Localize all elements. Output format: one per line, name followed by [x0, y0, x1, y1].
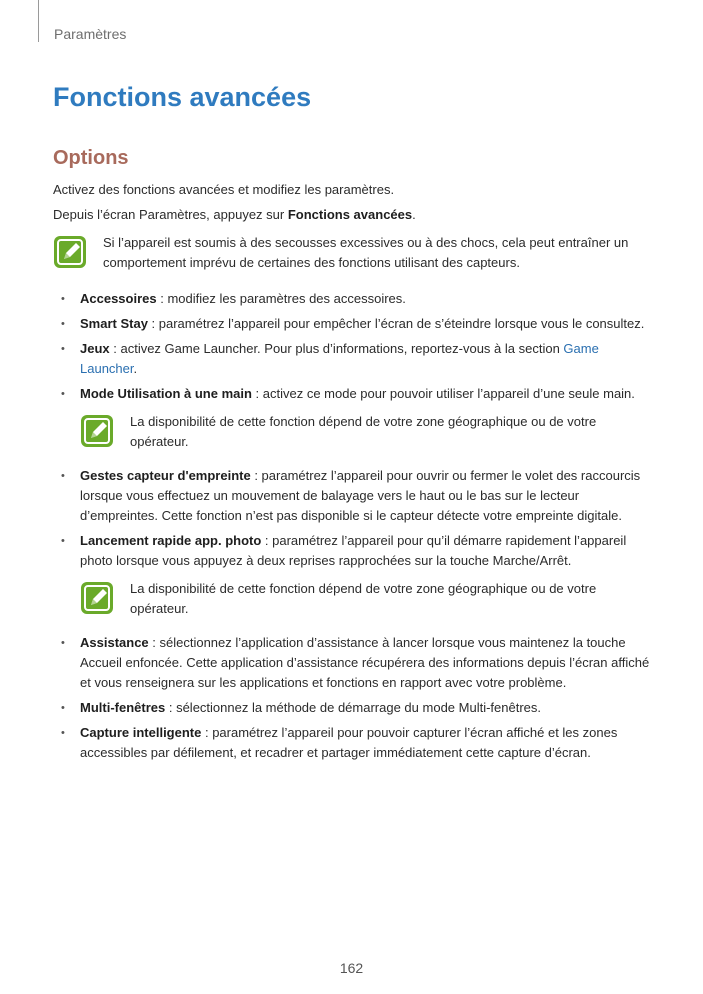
- note-text: La disponibilité de cette fonction dépend de votre zone géographique ou de votre opérateur.: [130, 414, 597, 449]
- list-item-gestes-capteur: [53, 466, 653, 526]
- list-item-lancement-photo: [53, 531, 653, 571]
- note-pencil-icon: [53, 235, 87, 269]
- list-item-assistance: [53, 633, 653, 693]
- item-desc: : modifiez les paramètres des accessoires.: [156, 291, 406, 306]
- game-launcher-link[interactable]: Game Launcher: [80, 341, 599, 376]
- intro-text: Activez des fonctions avancées et modifiez les paramètres.: [53, 182, 395, 197]
- item-end: .: [133, 361, 138, 376]
- item-term: Mode Utilisation à une main: [80, 386, 252, 401]
- list-item-jeux: [53, 339, 653, 379]
- item-term: Capture intelligente: [80, 725, 202, 740]
- page-margin-rule: [38, 0, 39, 42]
- item-term: Jeux: [80, 341, 110, 356]
- options-list-final: [53, 633, 653, 763]
- item-term: Gestes capteur d'empreinte: [80, 468, 251, 483]
- item-term: Multi-fenêtres: [80, 700, 166, 715]
- instruction-suffix: .: [412, 207, 416, 222]
- note-text: Si l’appareil est soumis à des secousses excessives ou à des chocs, cela peut entraîner un comportement imprévu de certaines des fonctions utilisant des capteurs.: [103, 235, 629, 270]
- list-item-multi-fenetres: [53, 698, 653, 718]
- item-term: Smart Stay: [80, 316, 148, 331]
- note-pencil-icon: [80, 414, 114, 448]
- item-desc: : paramétrez l’appareil pour ouvrir ou fermer le volet des raccourcis lorsque vous effectuez un mouvement de balayage vers le haut ou le bas sur le lecteur d’empreintes. Cette fonction n’est pas disponible si le capteur détecte votre empreinte digitale.: [80, 468, 641, 523]
- item-desc: : sélectionnez l’application d’assistance à lancer lorsque vous maintenez la touche Accueil enfoncée. Cette application d’assistance récupérera des informations depuis l’écran affiché et vous renseignera sur les applications et fonctions en rapport avec votre problème.: [80, 635, 650, 690]
- item-desc: : paramétrez l’appareil pour pouvoir capturer l’écran affiché et les zones accessibles par défilement, et recadrer et partager immédiatement cette capture d’écran.: [80, 725, 618, 760]
- item-term: Assistance: [80, 635, 149, 650]
- item-term: Accessoires: [80, 291, 157, 306]
- item-desc: : sélectionnez la méthode de démarrage du mode Multi-fenêtres.: [165, 700, 541, 715]
- page-title: Fonctions avancées: [53, 82, 312, 112]
- instruction-prefix: Depuis l’écran Paramètres, appuyez sur: [53, 207, 288, 222]
- list-item-mode-une-main: [53, 384, 653, 404]
- note-region-availability-1: [80, 412, 653, 452]
- note-text: La disponibilité de cette fonction dépend de votre zone géographique ou de votre opérateur.: [130, 581, 597, 616]
- list-item-capture-intelligente: [53, 723, 653, 763]
- note-region-availability-2: [80, 579, 653, 619]
- header-section-label: Paramètres: [54, 26, 127, 42]
- main-content: [53, 147, 653, 768]
- options-list-continued: [53, 466, 653, 571]
- options-list: [53, 289, 653, 404]
- note-pencil-icon: [80, 581, 114, 615]
- instruction-menu-name: Fonctions avancées: [287, 207, 413, 222]
- list-item-accessoires: [53, 289, 653, 309]
- item-desc: : paramétrez l’appareil pour qu’il démarre rapidement l’appareil photo lorsque vous appuyez à deux reprises rapprochées sur la touche Marche/Arrêt.: [80, 533, 627, 568]
- item-desc: : activez Game Launcher. Pour plus d’informations, reportez-vous à la section: [109, 341, 564, 356]
- navigation-instruction: [53, 205, 653, 225]
- list-item-smart-stay: [53, 314, 653, 334]
- item-desc: : paramétrez l’appareil pour empêcher l’écran de s’éteindre lorsque vous le consultez.: [147, 316, 645, 331]
- item-desc: : activez ce mode pour pouvoir utiliser l’appareil d’une seule main.: [251, 386, 635, 401]
- item-term: Lancement rapide app. photo: [80, 533, 262, 548]
- section-title: Options: [53, 147, 129, 169]
- note-sensor-warning: [53, 233, 653, 273]
- page-number: 162: [339, 960, 364, 976]
